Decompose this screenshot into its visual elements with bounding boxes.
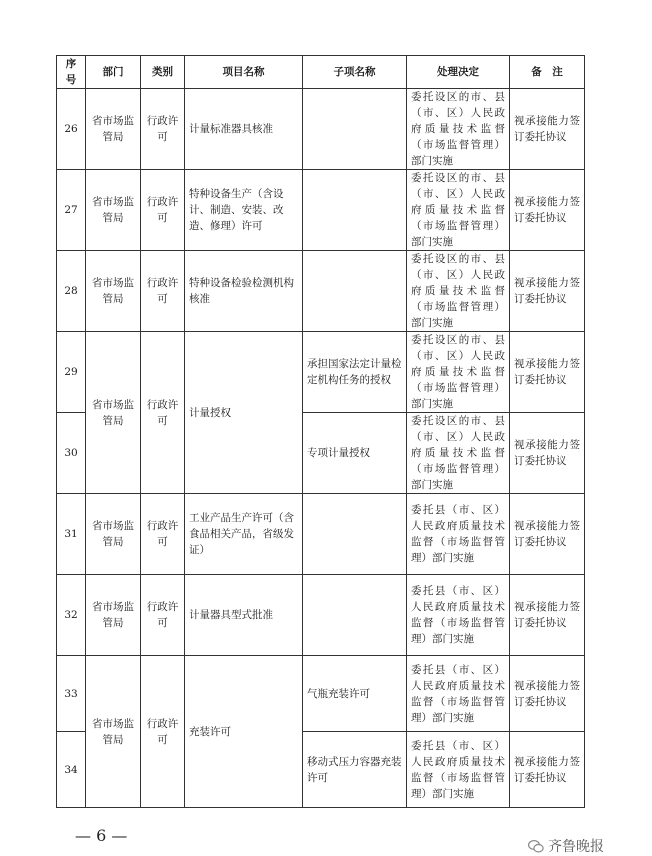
row-item-name: 充装许可 [185,656,303,808]
row-seq: 33 [57,656,86,732]
row-subitem-name: 专项计量授权 [303,413,407,494]
row-seq: 32 [57,575,86,656]
row-note: 视承接能力签订委托协议 [510,332,585,413]
table-row [57,332,585,413]
table-row [57,251,585,332]
row-subitem-name [303,494,407,575]
row-dept: 省市场监管局 [86,575,141,656]
row-subitem-name [303,89,407,170]
header-note: 备 注 [510,56,585,89]
row-category: 行政许可 [141,170,185,251]
row-note: 视承接能力签订委托协议 [510,575,585,656]
row-category: 行政许可 [141,575,185,656]
row-item-name: 特种设备生产（含设计、制造、安装、改造、修理）许可 [185,170,303,251]
row-dept: 省市场监管局 [86,332,141,494]
brand-name: 齐鲁晚报 [548,839,604,855]
header-dept: 部门 [86,56,141,89]
page-number: — 6 — [75,826,128,845]
row-item-name: 计量器具型式批准 [185,575,303,656]
row-decision: 委托县（市、区）人民政府质量技术监督（市场监督管理）部门实施 [407,732,510,808]
row-dept: 省市场监管局 [86,656,141,808]
row-seq: 34 [57,732,86,808]
row-subitem-name: 承担国家法定计量检定机构任务的授权 [303,332,407,413]
row-item-name: 计量授权 [185,332,303,494]
brand-watermark [528,836,604,856]
header-category: 类别 [141,56,185,89]
table-row [57,170,585,251]
row-note: 视承接能力签订委托协议 [510,732,585,808]
header-decision: 处理决定 [407,56,510,89]
table-row [57,656,585,732]
table-row [57,575,585,656]
row-decision: 委托县（市、区）人民政府质量技术监督（市场监督管理）部门实施 [407,656,510,732]
row-category: 行政许可 [141,494,185,575]
row-item-name: 特种设备检验检测机构核准 [185,251,303,332]
row-subitem-name [303,170,407,251]
row-decision: 委托设区的市、县（市、区）人民政府质量技术监督（市场监督管理）部门实施 [407,170,510,251]
row-item-name: 计量标准器具核准 [185,89,303,170]
row-decision: 委托设区的市、县（市、区）人民政府质量技术监督（市场监督管理）部门实施 [407,332,510,413]
table-header-row [57,56,585,89]
row-subitem-name: 移动式压力容器充装许可 [303,732,407,808]
row-decision: 委托县（市、区）人民政府质量技术监督（市场监督管理）部门实施 [407,494,510,575]
row-subitem-name [303,575,407,656]
row-category: 行政许可 [141,332,185,494]
row-seq: 27 [57,170,86,251]
row-note: 视承接能力签订委托协议 [510,251,585,332]
row-seq: 31 [57,494,86,575]
table-row [57,89,585,170]
header-item-name: 项目名称 [185,56,303,89]
row-note: 视承接能力签订委托协议 [510,656,585,732]
header-subitem-name: 子项名称 [303,56,407,89]
row-category: 行政许可 [141,251,185,332]
row-dept: 省市场监管局 [86,170,141,251]
row-note: 视承接能力签订委托协议 [510,89,585,170]
row-category: 行政许可 [141,656,185,808]
row-decision: 委托县（市、区）人民政府质量技术监督（市场监督管理）部门实施 [407,575,510,656]
row-dept: 省市场监管局 [86,251,141,332]
row-decision: 委托设区的市、县（市、区）人民政府质量技术监督（市场监督管理）部门实施 [407,413,510,494]
row-subitem-name: 气瓶充装许可 [303,656,407,732]
row-decision: 委托设区的市、县（市、区）人民政府质量技术监督（市场监督管理）部门实施 [407,89,510,170]
row-dept: 省市场监管局 [86,89,141,170]
row-subitem-name [303,251,407,332]
permit-table [56,55,585,808]
row-seq: 30 [57,413,86,494]
row-note: 视承接能力签订委托协议 [510,413,585,494]
row-note: 视承接能力签订委托协议 [510,170,585,251]
row-dept: 省市场监管局 [86,494,141,575]
row-seq: 29 [57,332,86,413]
row-decision: 委托设区的市、县（市、区）人民政府质量技术监督（市场监督管理）部门实施 [407,251,510,332]
row-note: 视承接能力签订委托协议 [510,494,585,575]
table-row [57,494,585,575]
row-seq: 26 [57,89,86,170]
header-seq: 序 号 [57,56,86,89]
row-seq: 28 [57,251,86,332]
row-category: 行政许可 [141,89,185,170]
row-item-name: 工业产品生产许可（含食品相关产品，省级发证） [185,494,303,575]
